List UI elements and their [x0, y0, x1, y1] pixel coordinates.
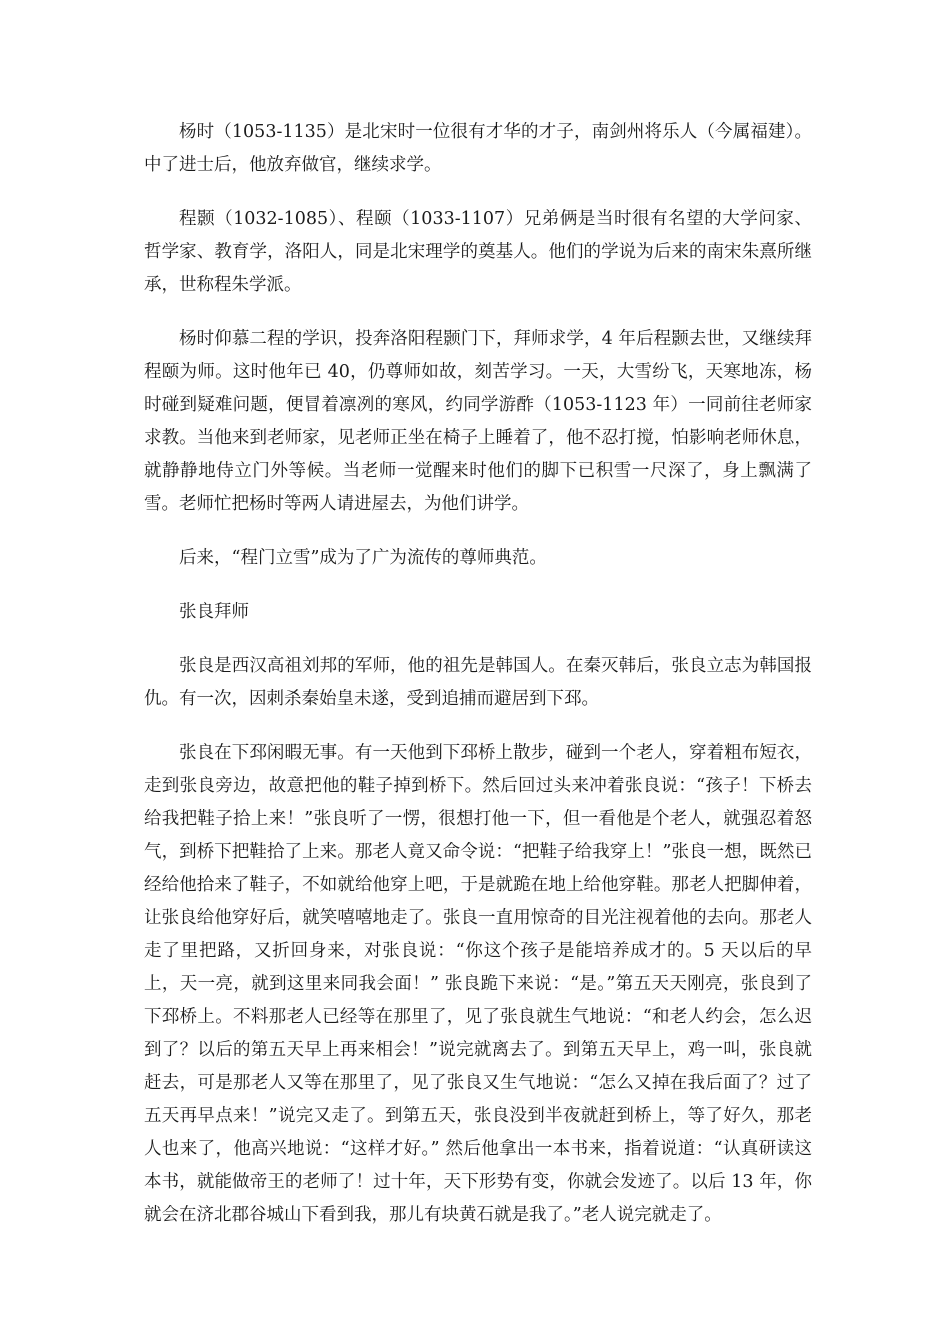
paragraph-zhang-liang-intro: 张良是西汉高祖刘邦的军师，他的祖先是韩国人。在秦灭韩后，张良立志为韩国报仇。有一次，因刺杀秦始皇未遂，受到追捕而避居到下邳。 [144, 656, 812, 709]
paragraph-cheng-brothers: 程颢（1032-1085）、程颐（1033-1107）兄弟俩是当时很有名望的大学问家、哲学家、教育学，洛阳人，同是北宋理学的奠基人。他们的学说为后来的南宋朱熹所继承，世称程朱学派。 [144, 209, 812, 295]
document-body [144, 116, 812, 1253]
paragraph-zhang-liang-story: 张良在下邳闲暇无事。有一天他到下邳桥上散步，碰到一个老人，穿着粗布短衣，走到张良旁边，故意把他的鞋子掉到桥下。然后回过头来冲着张良说：“孩子！下桥去给我把鞋子拾上来！”张良听了一愣，很想打他一下，但一看他是个老人，就强忍着怒气，到桥下把鞋拾了上来。那老人竟又命令说：“把鞋子给我穿上！”张良一想，既然已经给他拾来了鞋子，不如就给他穿上吧，于是就跪在地上给他穿鞋。那老人把脚伸着，让张良给他穿好后，就笑嘻嘻地走了。张良一直用惊奇的目光注视着他的去向。那老人走了里把路，又折回身来，对张良说：“你这个孩子是能培养成才的。5 天以后的早上，天一亮，就到这里来同我会面！” 张良跪下来说：“是。”第五天天刚亮，张良到了下邳桥上。不料那老人已经等在那里了，见了张良就生气地说：“和老人约会，怎么迟到了？以后的第五天早上再来相会！”说完就离去了。到第五天早上，鸡一叫，张良就赶去，可是那老人又等在那里了，见了张良又生气地说：“怎么又掉在我后面了？过了五天再早点来！”说完又走了。到第五天，张良没到半夜就赶到桥上，等了好久，那老人也来了，他高兴地说：“这样才好。” 然后他拿出一本书来，指着说道：“认真研读这本书，就能做帝王的老师了！过十年，天下形势有变，你就会发迹了。以后 13 年，你就会在济北郡谷城山下看到我，那儿有块黄石就是我了。”老人说完就走了。 [144, 743, 812, 1225]
paragraph-yang-shi-intro: 杨时（1053-1135）是北宋时一位很有才华的才子，南剑州将乐人（今属福建）。中了进士后，他放弃做官，继续求学。 [144, 122, 812, 175]
paragraph-cheng-men-li-xue-conclusion: 后来，“程门立雪”成为了广为流传的尊师典范。 [179, 548, 547, 568]
paragraph-cheng-men-li-xue-story: 杨时仰慕二程的学识，投奔洛阳程颢门下，拜师求学，4 年后程颢去世，又继续拜程颐为师。这时他年已 40，仍尊师如故，刻苦学习。一天，大雪纷飞，天寒地冻，杨时碰到疑难问题，便冒着凛冽的寒风，约同学游酢（1053-1123 年）一同前往老师家求教。当他来到老师家，见老师正坐在椅子上睡着了，他不忍打搅，怕影响老师休息，就静静地侍立门外等候。当老师一觉醒来时他们的脚下已积雪一尺深了，身上飘满了雪。老师忙把杨时等两人请进屋去，为他们讲学。 [144, 329, 812, 514]
section-heading-zhang-liang: 张良拜师 [179, 602, 249, 622]
